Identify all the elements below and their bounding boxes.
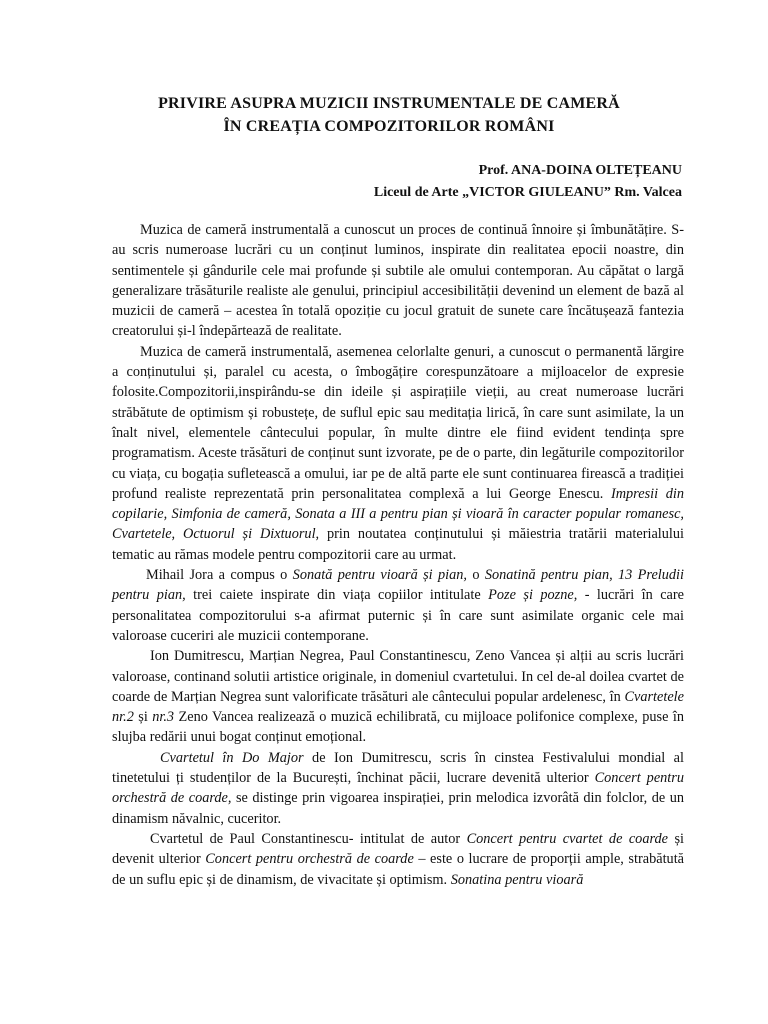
work-title-text: Sonatina pentru vioară <box>450 871 584 888</box>
work-title-text: Concert pentru cvartet de coarde <box>466 830 669 847</box>
document-title-line-1: PRIVIRE ASUPRA MUZICII INSTRUMENTALE DE CAMERĂ <box>158 95 620 112</box>
paragraph-3 <box>112 565 684 646</box>
work-title-text: Impresii din copilarie, Simfonia de cameră, Sonata a III a pentru pian și vioară în caracter popular romanesc, Cvartetele, Octuorul și Dixtuorul, <box>112 485 684 543</box>
work-title-text: Concert pentru orchestră de coarde, <box>112 770 684 807</box>
body-text-segment: Zeno Vancea realizează o muzică echilibrată, cu mijloace polifonice complexe, puse în slujba redării unui bogat conținut emoțional. <box>112 709 684 746</box>
document-title-line-2: ÎN CREAȚIA COMPOZITORILOR ROMÂNI <box>223 118 555 135</box>
work-title-text: Cvartetele nr.2 <box>112 688 684 726</box>
body-text-segment: Cvartetul de Paul Constantinescu- intitulat de autor <box>150 830 467 847</box>
body-text-segment: Muzica de cameră instrumentală, asemenea celorlalte genuri, a cunoscut o permanentă lărgire a conținutului și, paralel cu acesta, o îmbogățire corespunzătoare a mijloacelor de expresie folosite.Compozitorii,inspirându-se din ideile și aspirațiile vieții, au creat numeroase lucrări străbătute de optimism și robustețe, de suflul epic sau meditația lirică, în care sunt asimilate, la un înalt nivel, elementele cântecului popular, în multe dintre ele fiind evident tendința spre programatism. Aceste trăsături de conținut sunt izvorate, pe de o parte, din legăturile compozitorilor cu viața, cu bogația sufletească a omului, iar pe de altă parte ele sunt continuarea firească a tradiției profund realiste reprezentată prin personalitatea complexă a lui George Enescu. <box>112 343 684 502</box>
work-title-text: Sonată pentru vioară și pian, <box>292 567 467 584</box>
body-text-segment: – este o lucrare de proporții ample, strabătută de un suflu epic și de dinamism, de vivacitate și optimism. <box>112 851 685 888</box>
work-title-text: Concert pentru orchestră de coarde <box>205 851 414 868</box>
body-text-segment: Ion Dumitrescu, Marțian Negrea, Paul Constantinescu, Zeno Vancea și alții au scris lucrări valoroase, continand solutii artistice originale, in domeniul cvartetului. In cel de-al doilea cvartet de coarde de Marțian Negrea sunt valorificate trăsături ale cântecului popular ardelenesc, în <box>112 648 684 705</box>
body-text-segment: - lucrări în care personalitatea compozitorului s-a afirmat puternic și în care sunt asimilate organic cele mai valoroase cuceriri ale muzicii contemporane. <box>112 587 684 644</box>
paragraph-5 <box>112 748 684 829</box>
body-text-segment: se distinge prin vigoarea inspirației, prin melodica izvorâtă din folclor, de un dinamism năvalnic, cuceritor. <box>112 790 685 827</box>
article-body <box>112 220 684 890</box>
work-title-text: nr.3 <box>152 709 175 726</box>
body-text-segment: prin noutatea conținutului și măiestria tratării materialului tematic au rămas modele pentru compozitorii care au urmat. <box>112 526 684 563</box>
paragraph-4 <box>112 646 684 747</box>
paragraph-2 <box>112 342 684 565</box>
paragraph-1 <box>112 220 684 342</box>
work-title-text: Poze și pozne, <box>488 587 578 604</box>
body-text-segment: trei caiete inspirate din viața copiilor intitulate <box>185 587 489 604</box>
body-text-segment: o <box>466 567 485 584</box>
body-text-segment: Muzica de cameră instrumentală a cunoscut un proces de continuă înnoire și îmbunătățire. S-au scris numeroase lucrări cu un conținut luminos, inspirate din realitatea epocii noastre, din sentimentele și gândurile cele mai profunde și subtile ale omului contemporan. Au căpătat o largă generalizare trăsăturile realiste ale genului, principiul accesibilității devenind un element de bază al muzicii de cameră – acestea în totală opoziție cu jocul gratuit de sunete care încătușează fantezia creatorului și-l îndepărtează de realitate. <box>112 222 684 340</box>
author-name: Prof. ANA-DOINA OLTEȚEANU <box>478 163 682 178</box>
body-text-segment: de Ion Dumitrescu, scris în cinstea Festivalului mondial al tinetetului ți studenților de la București, închinat păcii, lucrare devenită ulterior <box>112 749 684 787</box>
work-title-text: Cvartetul în Do Major <box>160 749 304 766</box>
paragraph-6 <box>112 829 684 890</box>
body-text-segment: Mihail Jora a compus o <box>146 567 293 584</box>
work-title-text: Sonatină pentru pian, 13 Preludii pentru pian, <box>112 567 685 604</box>
body-text-segment: și devenit ulterior <box>112 830 684 868</box>
author-institution: Liceul de Arte „VICTOR GIULEANU” Rm. Valcea <box>373 185 682 200</box>
body-text-segment: și <box>133 709 153 726</box>
